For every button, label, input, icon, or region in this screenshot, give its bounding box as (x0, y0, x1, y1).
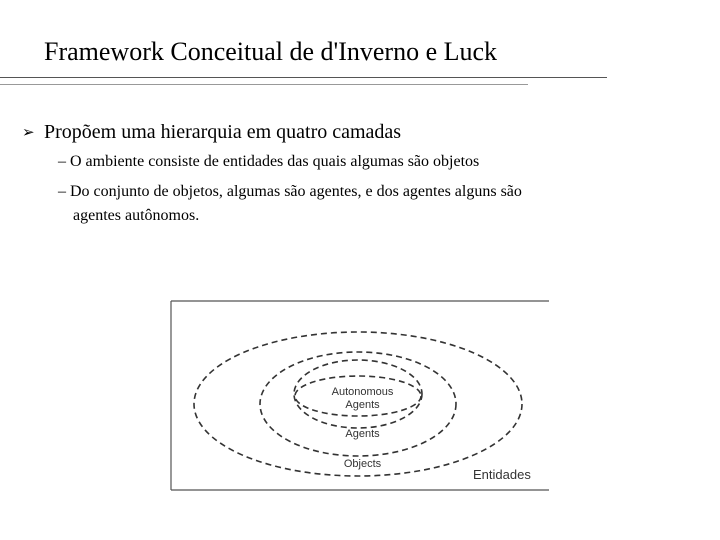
subbullet-agents: – Do conjunto de objetos, algumas são agentes, e dos agentes alguns são (58, 183, 522, 200)
label-objects: Objects (343, 458, 382, 470)
subbullet-environment: – O ambiente consiste de entidades das quais algumas são objetos (58, 153, 480, 170)
title-rule-secondary (0, 84, 528, 85)
label-autonomous-agents: Agents (345, 399, 380, 411)
label-agents: Agents (345, 428, 380, 440)
label-entidades: Entidades (473, 467, 531, 482)
hierarchy-diagram (170, 300, 550, 492)
slide-title: Framework Conceitual de d'Inverno e Luck (44, 37, 498, 66)
subbullet-agents-continued: agentes autônomos. (73, 207, 200, 224)
label-autonomous: Autonomous (331, 386, 394, 398)
arrowhead-bullet-icon: ➢ (22, 123, 35, 141)
main-bullet-text: Propõem uma hierarquia em quatro camadas (44, 121, 402, 143)
title-rule (0, 77, 607, 78)
